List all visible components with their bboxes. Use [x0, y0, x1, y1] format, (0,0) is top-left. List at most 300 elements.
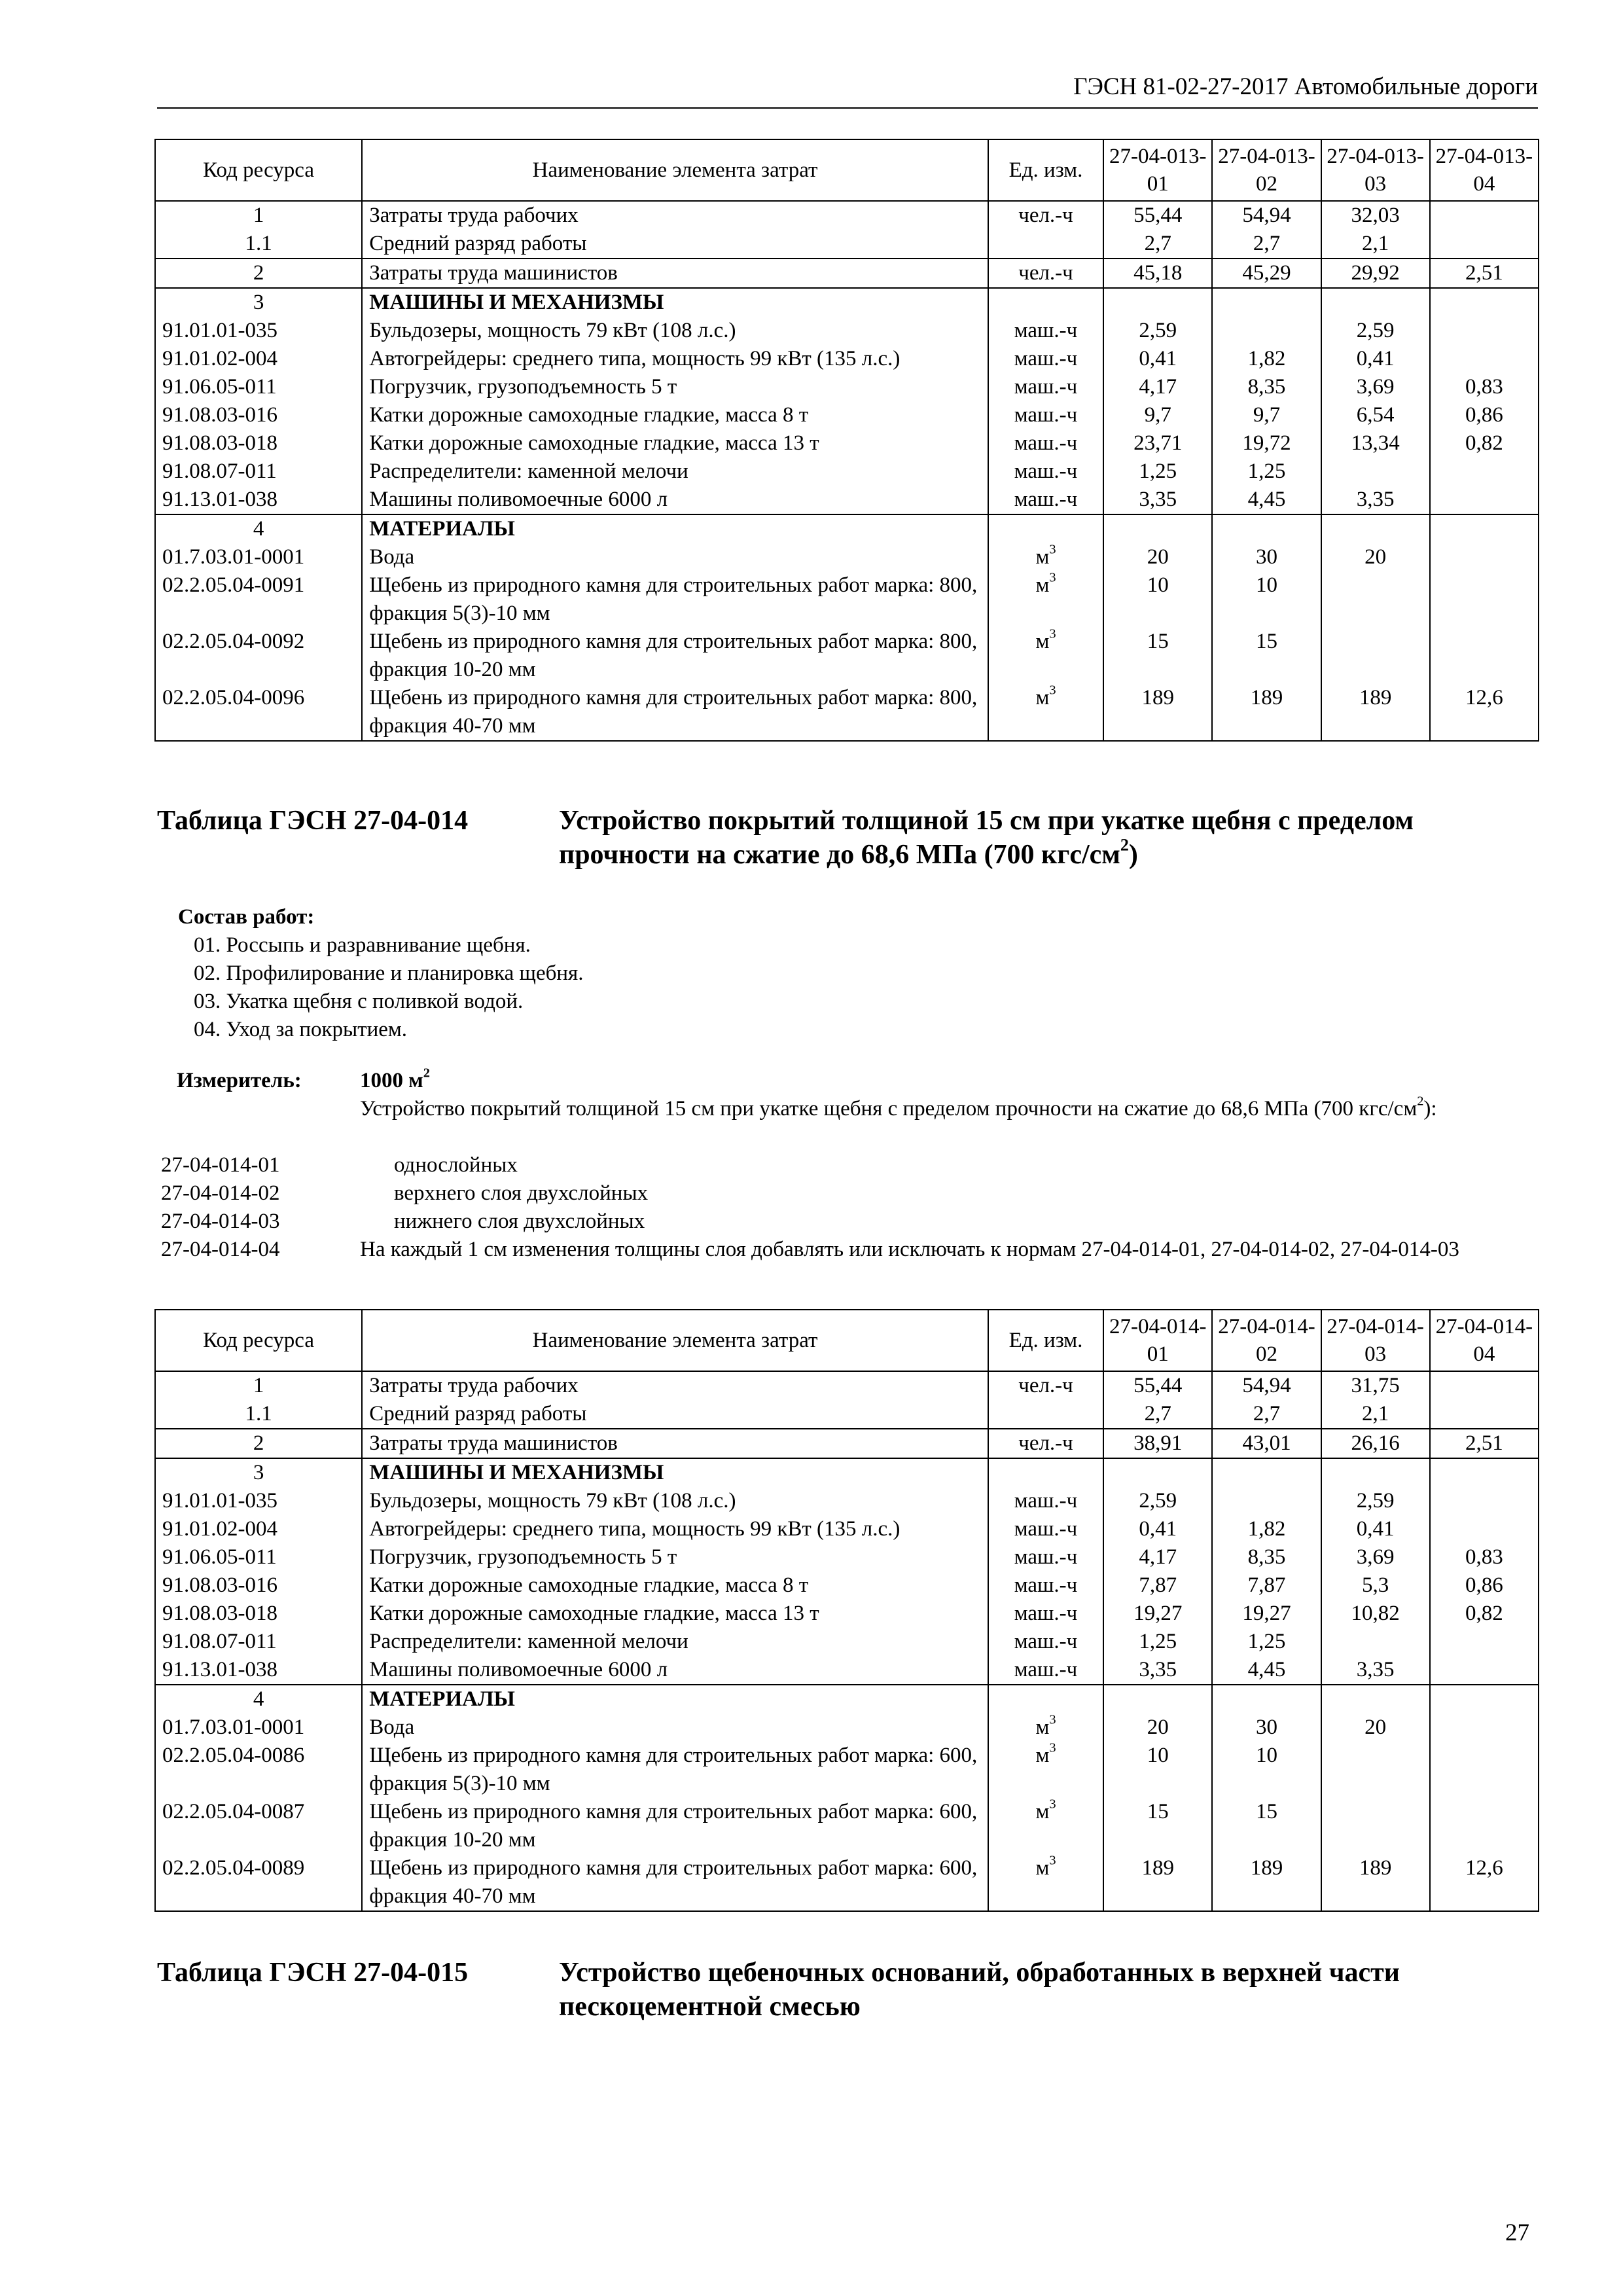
col-header-norm-4: 27-04-013-04 [1430, 139, 1539, 201]
unit-cubic-meter: $м^3$ [1035, 1712, 1056, 1739]
norm-value-cell [1321, 1628, 1430, 1656]
norm-value-cell: 9,7 [1103, 401, 1212, 429]
norm-value-cell [1103, 288, 1212, 317]
norm-item-text: нижнего слоя двухслойных [394, 1210, 645, 1233]
resource-code-cell: 02.2.05.04-0091 [155, 571, 362, 628]
norm-value-cell [1430, 230, 1539, 259]
table-row [155, 1458, 1539, 1487]
resource-name-cell: МАШИНЫ И МЕХАНИЗМЫ [362, 1458, 988, 1487]
norm-value-cell: 31,75 [1321, 1371, 1430, 1400]
unit-cubic-meter: $м^3$ [1035, 683, 1056, 709]
unit-cell: маш.-ч [988, 1656, 1103, 1685]
norm-value-cell: 45,18 [1103, 259, 1212, 288]
norm-value-cell: 45,29 [1212, 259, 1321, 288]
col-header-name: Наименование элемента затрат [362, 1310, 988, 1371]
resource-code-cell: 2 [155, 1429, 362, 1458]
table-row [155, 457, 1539, 486]
resource-code-cell: 4 [155, 1685, 362, 1713]
resource-name-cell: Распределители: каменной мелочи [362, 1628, 988, 1656]
table-row [155, 1628, 1539, 1656]
resource-name-cell: Затраты труда рабочих [362, 1371, 988, 1400]
table-row [155, 1429, 1539, 1458]
norm-value-cell [1103, 1458, 1212, 1487]
norm-value-cell [1430, 1400, 1539, 1429]
resource-code-cell: 01.7.03.01-0001 [155, 1713, 362, 1742]
norm-value-cell: 4,17 [1103, 373, 1212, 401]
norm-value-cell [1430, 1371, 1539, 1400]
unit-cell [988, 1400, 1103, 1429]
unit-cell [988, 628, 1103, 684]
norm-value-cell: 10,82 [1321, 1600, 1430, 1628]
table-row [155, 1656, 1539, 1685]
col-header-norm-4: 27-04-014-04 [1430, 1310, 1539, 1371]
resource-code-cell: 91.01.02-004 [155, 345, 362, 373]
norm-value-cell: 7,87 [1212, 1571, 1321, 1600]
table-row [155, 628, 1539, 684]
norm-value-cell: 20 [1103, 543, 1212, 571]
resource-name-cell: Погрузчик, грузоподъемность 5 т [362, 1543, 988, 1571]
norm-value-cell: 8,35 [1212, 373, 1321, 401]
table-row [155, 1543, 1539, 1571]
norm-value-cell [1321, 1685, 1430, 1713]
norm-value-cell [1103, 1685, 1212, 1713]
norm-value-cell: 20 [1103, 1713, 1212, 1742]
norm-value-cell: 54,94 [1212, 201, 1321, 230]
section-heading-27-04-014 [157, 804, 1531, 872]
resource-code-cell: 91.08.07-011 [155, 1628, 362, 1656]
norm-value-cell: 30 [1212, 1713, 1321, 1742]
norm-value-cell: 0,86 [1430, 401, 1539, 429]
resource-name-cell: Щебень из природного камня для строительных работ марка: 600, фракция 40-70 мм [362, 1854, 988, 1911]
norm-value-cell: 1,25 [1103, 457, 1212, 486]
unit-cell [988, 543, 1103, 571]
resource-code-cell: 02.2.05.04-0092 [155, 628, 362, 684]
resource-name-cell: Средний разряд работы [362, 1400, 988, 1429]
norm-value-cell: 3,35 [1321, 486, 1430, 514]
norm-value-cell [1430, 288, 1539, 317]
norm-value-cell: 0,41 [1103, 345, 1212, 373]
norm-value-cell [1321, 1798, 1430, 1854]
resource-name-cell: Средний разряд работы [362, 230, 988, 259]
resource-name-cell: Катки дорожные самоходные гладкие, масса 8 т [362, 401, 988, 429]
resource-code-cell: 91.08.03-016 [155, 401, 362, 429]
norm-value-cell: 15 [1103, 1798, 1212, 1854]
resource-code-cell: 02.2.05.04-0096 [155, 684, 362, 741]
unit-cell [988, 1854, 1103, 1911]
unit-cell: маш.-ч [988, 1571, 1103, 1600]
norm-value-cell [1321, 514, 1430, 543]
resource-code-cell: 1 [155, 1371, 362, 1400]
table-row [155, 1742, 1539, 1798]
table-row [155, 1685, 1539, 1713]
norm-value-cell [1430, 457, 1539, 486]
col-header-norm-2: 27-04-014-02 [1212, 1310, 1321, 1371]
section-title: Устройство покрытий толщиной 15 см при укатке щебня с пределом прочности на сжатие до 68,6 МПа (700 кгс/$см^2$) [559, 806, 1414, 870]
resource-name-cell: Погрузчик, грузоподъемность 5 т [362, 373, 988, 401]
norm-description: Устройство покрытий толщиной 15 см при укатке щебня с пределом прочности на сжатие до 68,6 МПа (700 кгс/$см^2$): [360, 1094, 1437, 1121]
resource-code-cell: 3 [155, 1458, 362, 1487]
norm-value-cell: 4,45 [1212, 486, 1321, 514]
norm-value-cell: 4,45 [1212, 1656, 1321, 1685]
norm-value-cell [1212, 1458, 1321, 1487]
norm-value-cell [1430, 317, 1539, 345]
table-row [155, 345, 1539, 373]
table-row [155, 1515, 1539, 1543]
norm-value-cell [1430, 1685, 1539, 1713]
section-label: Таблица ГЭСН 27-04-015 [157, 1958, 469, 1988]
running-header: ГЭСН 81-02-27-2017 Автомобильные дороги [157, 71, 1538, 109]
col-header-code: Код ресурса [155, 1310, 362, 1371]
works-heading: Состав работ: [178, 905, 315, 929]
resource-name-cell: Вода [362, 1713, 988, 1742]
norm-value-cell [1212, 317, 1321, 345]
norm-value-cell: 189 [1212, 1854, 1321, 1911]
norm-value-cell: 10 [1212, 571, 1321, 628]
section-label: Таблица ГЭСН 27-04-014 [157, 806, 469, 836]
col-header-norm-1: 27-04-014-01 [1103, 1310, 1212, 1371]
col-header-norm-3: 27-04-013-03 [1321, 139, 1430, 201]
table-row [155, 1487, 1539, 1515]
resource-code-cell: 2 [155, 259, 362, 288]
table-row [155, 543, 1539, 571]
table-row [155, 1371, 1539, 1400]
measure-label: Измеритель: [177, 1069, 302, 1092]
unit-cell: маш.-ч [988, 1543, 1103, 1571]
norm-value-cell: 12,6 [1430, 1854, 1539, 1911]
resource-name-cell: Щебень из природного камня для строительных работ марка: 800, фракция 5(3)-10 мм [362, 571, 988, 628]
norm-value-cell [1430, 1742, 1539, 1798]
norm-value-cell: 6,54 [1321, 401, 1430, 429]
norm-value-cell: 8,35 [1212, 1543, 1321, 1571]
resource-code-cell: 1.1 [155, 1400, 362, 1429]
norm-value-cell: 3,35 [1321, 1656, 1430, 1685]
norm-value-cell: 15 [1212, 1798, 1321, 1854]
resource-name-cell: Щебень из природного камня для строительных работ марка: 800, фракция 40-70 мм [362, 684, 988, 741]
norm-value-cell: 189 [1103, 1854, 1212, 1911]
norm-value-cell [1430, 1713, 1539, 1742]
norm-item-code: 27-04-014-01 [161, 1153, 280, 1177]
resource-code-cell: 02.2.05.04-0087 [155, 1798, 362, 1854]
unit-cell: маш.-ч [988, 1515, 1103, 1543]
resource-name-cell: МАШИНЫ И МЕХАНИЗМЫ [362, 288, 988, 317]
resource-name-cell: МАТЕРИАЛЫ [362, 514, 988, 543]
norm-value-cell: 19,72 [1212, 429, 1321, 457]
norm-value-cell: 2,51 [1430, 259, 1539, 288]
table-row [155, 1400, 1539, 1429]
norm-value-cell: 2,59 [1321, 317, 1430, 345]
norm-value-cell: 7,87 [1103, 1571, 1212, 1600]
table-row [155, 373, 1539, 401]
norm-value-cell: 5,3 [1321, 1571, 1430, 1600]
resource-name-cell: Распределители: каменной мелочи [362, 457, 988, 486]
norm-value-cell: 3,69 [1321, 373, 1430, 401]
resource-code-cell: 01.7.03.01-0001 [155, 543, 362, 571]
norm-value-cell [1430, 486, 1539, 514]
table-row [155, 1854, 1539, 1911]
table-row [155, 1798, 1539, 1854]
norm-value-cell [1430, 1487, 1539, 1515]
table-row [155, 429, 1539, 457]
norm-value-cell: 19,27 [1212, 1600, 1321, 1628]
norm-value-cell [1430, 628, 1539, 684]
resource-code-cell: 91.06.05-011 [155, 373, 362, 401]
measure-value: 1000 $м^2$ [360, 1066, 430, 1092]
resource-code-cell: 91.01.01-035 [155, 1487, 362, 1515]
unit-cell: маш.-ч [988, 317, 1103, 345]
table-row [155, 1713, 1539, 1742]
norm-value-cell [1430, 1515, 1539, 1543]
norm-value-cell: 2,59 [1103, 1487, 1212, 1515]
norm-item-code: 27-04-014-03 [161, 1210, 280, 1233]
norm-value-cell: 55,44 [1103, 1371, 1212, 1400]
norm-value-cell: 1,82 [1212, 345, 1321, 373]
norm-value-cell: 0,83 [1430, 1543, 1539, 1571]
unit-cell: маш.-ч [988, 345, 1103, 373]
norm-value-cell: 2,1 [1321, 1400, 1430, 1429]
unit-cubic-meter: $м^3$ [1035, 1797, 1056, 1823]
norm-value-cell: 0,83 [1430, 373, 1539, 401]
norm-item-text: верхнего слоя двухслойных [394, 1181, 649, 1205]
resource-code-cell: 1 [155, 201, 362, 230]
resource-code-cell: 91.01.02-004 [155, 1515, 362, 1543]
unit-cell: маш.-ч [988, 401, 1103, 429]
work-item: 02. Профилирование и планировка щебня. [194, 961, 584, 985]
norm-value-cell: 4,17 [1103, 1543, 1212, 1571]
resource-name-cell: Затраты труда машинистов [362, 259, 988, 288]
resource-name-cell: Машины поливомоечные 6000 л [362, 1656, 988, 1685]
unit-cell: чел.-ч [988, 259, 1103, 288]
resource-name-cell: Затраты труда машинистов [362, 1429, 988, 1458]
table-row [155, 1600, 1539, 1628]
norm-value-cell [1321, 1458, 1430, 1487]
table-row [155, 230, 1539, 259]
resource-name-cell: Автогрейдеры: среднего типа, мощность 99 кВт (135 л.с.) [362, 1515, 988, 1543]
resource-code-cell: 02.2.05.04-0089 [155, 1854, 362, 1911]
resource-name-cell: Щебень из природного камня для строительных работ марка: 600, фракция 5(3)-10 мм [362, 1742, 988, 1798]
norm-value-cell: 13,34 [1321, 429, 1430, 457]
norm-value-cell [1430, 345, 1539, 373]
col-header-unit: Ед. изм. [988, 1310, 1103, 1371]
norm-value-cell: 43,01 [1212, 1429, 1321, 1458]
unit-cell: маш.-ч [988, 429, 1103, 457]
col-header-norm-3: 27-04-014-03 [1321, 1310, 1430, 1371]
norm-value-cell: 20 [1321, 543, 1430, 571]
unit-cell [988, 1713, 1103, 1742]
unit-cell [988, 1685, 1103, 1713]
norm-value-cell: 10 [1103, 1742, 1212, 1798]
unit-cell [988, 1798, 1103, 1854]
norm-value-cell: 189 [1212, 684, 1321, 741]
norm-item-text: однослойных [394, 1153, 518, 1177]
norm-value-cell: 2,1 [1321, 230, 1430, 259]
norm-value-cell: 189 [1321, 684, 1430, 741]
table-body [155, 1371, 1539, 1911]
unit-cell [988, 1742, 1103, 1798]
norm-value-cell: 1,82 [1212, 1515, 1321, 1543]
resource-name-cell: Бульдозеры, мощность 79 кВт (108 л.с.) [362, 317, 988, 345]
resource-code-cell: 4 [155, 514, 362, 543]
norm-value-cell: 30 [1212, 543, 1321, 571]
resource-code-cell: 91.08.03-018 [155, 1600, 362, 1628]
table-row [155, 571, 1539, 628]
norm-value-cell: 9,7 [1212, 401, 1321, 429]
norm-value-cell: 0,82 [1430, 1600, 1539, 1628]
unit-cubic-meter: $м^3$ [1035, 626, 1056, 653]
norm-value-cell: 2,7 [1212, 1400, 1321, 1429]
norm-value-cell: 15 [1212, 628, 1321, 684]
norm-value-cell: 1,25 [1103, 1628, 1212, 1656]
norm-value-cell [1212, 1487, 1321, 1515]
section-title: Устройство щебеночных оснований, обработанных в верхней части пескоцементной смесью [559, 1958, 1400, 2022]
table-row [155, 514, 1539, 543]
resource-table-27-04-014 [154, 1309, 1539, 1912]
page-number: 27 [1505, 2219, 1529, 2246]
section-heading-27-04-015 [157, 1956, 1531, 2024]
norm-value-cell: 2,7 [1103, 230, 1212, 259]
norm-item-code: 27-04-014-02 [161, 1181, 280, 1205]
norm-value-cell [1430, 571, 1539, 628]
norm-value-cell: 0,86 [1430, 1571, 1539, 1600]
norm-value-cell: 1,25 [1212, 457, 1321, 486]
resource-code-cell: 91.13.01-038 [155, 1656, 362, 1685]
unit-cell: маш.-ч [988, 1487, 1103, 1515]
norm-value-cell [1430, 1628, 1539, 1656]
norm-value-cell [1430, 1798, 1539, 1854]
norm-value-cell: 15 [1103, 628, 1212, 684]
unit-cubic-meter: $м^3$ [1035, 570, 1056, 597]
unit-cubic-meter: $м^3$ [1035, 542, 1056, 569]
norm-value-cell [1430, 1656, 1539, 1685]
norm-value-cell: 23,71 [1103, 429, 1212, 457]
norm-value-cell [1321, 571, 1430, 628]
resource-name-cell: Вода [362, 543, 988, 571]
norm-value-cell: 2,7 [1212, 230, 1321, 259]
norm-value-cell [1321, 628, 1430, 684]
norm-value-cell: 2,7 [1103, 1400, 1212, 1429]
resource-name-cell: Щебень из природного камня для строительных работ марка: 800, фракция 10-20 мм [362, 628, 988, 684]
resource-name-cell: Бульдозеры, мощность 79 кВт (108 л.с.) [362, 1487, 988, 1515]
table-body [155, 201, 1539, 741]
resource-code-cell: 3 [155, 288, 362, 317]
norm-value-cell: 0,82 [1430, 429, 1539, 457]
unit-cubic-meter: $м^3$ [1035, 1853, 1056, 1880]
unit-cell: маш.-ч [988, 373, 1103, 401]
col-header-norm-2: 27-04-013-02 [1212, 139, 1321, 201]
col-header-unit: Ед. изм. [988, 139, 1103, 201]
resource-name-cell: Катки дорожные самоходные гладкие, масса 13 т [362, 1600, 988, 1628]
unit-cell [988, 571, 1103, 628]
norm-value-cell [1321, 1742, 1430, 1798]
norm-value-cell: 189 [1103, 684, 1212, 741]
unit-cubic-meter: $м^3$ [1035, 1740, 1056, 1767]
resource-name-cell: Машины поливомоечные 6000 л [362, 486, 988, 514]
norm-value-cell [1212, 514, 1321, 543]
norm-value-cell: 3,35 [1103, 1656, 1212, 1685]
norm-value-cell: 10 [1212, 1742, 1321, 1798]
norm-value-cell: 0,41 [1103, 1515, 1212, 1543]
norm-value-cell: 3,35 [1103, 486, 1212, 514]
table-row [155, 201, 1539, 230]
unit-cell: чел.-ч [988, 1371, 1103, 1400]
work-item: 04. Уход за покрытием. [194, 1018, 408, 1041]
norm-value-cell: 12,6 [1430, 684, 1539, 741]
unit-cell [988, 1458, 1103, 1487]
resource-code-cell: 91.08.03-016 [155, 1571, 362, 1600]
unit-cell [988, 684, 1103, 741]
resource-name-cell: Затраты труда рабочих [362, 201, 988, 230]
norm-value-cell: 189 [1321, 1854, 1430, 1911]
resource-code-cell: 91.08.03-018 [155, 429, 362, 457]
norm-value-cell: 2,51 [1430, 1429, 1539, 1458]
norm-value-cell [1430, 1458, 1539, 1487]
table-row [155, 288, 1539, 317]
norm-value-cell: 32,03 [1321, 201, 1430, 230]
norm-value-cell: 0,41 [1321, 1515, 1430, 1543]
resource-code-cell: 91.13.01-038 [155, 486, 362, 514]
work-item: 01. Россыпь и разравнивание щебня. [194, 933, 531, 957]
col-header-name: Наименование элемента затрат [362, 139, 988, 201]
norm-value-cell: 0,41 [1321, 345, 1430, 373]
norm-value-cell: 19,27 [1103, 1600, 1212, 1628]
table-row [155, 259, 1539, 288]
table-row [155, 684, 1539, 741]
table-row [155, 317, 1539, 345]
norm-value-cell: 54,94 [1212, 1371, 1321, 1400]
resource-name-cell: Автогрейдеры: среднего типа, мощность 99 кВт (135 л.с.) [362, 345, 988, 373]
norm-value-cell [1430, 201, 1539, 230]
resource-code-cell: 02.2.05.04-0086 [155, 1742, 362, 1798]
norm-value-cell: 38,91 [1103, 1429, 1212, 1458]
unit-cell [988, 288, 1103, 317]
resource-name-cell: Катки дорожные самоходные гладкие, масса 8 т [362, 1571, 988, 1600]
norm-value-cell: 20 [1321, 1713, 1430, 1742]
resource-table-27-04-013 [154, 139, 1539, 742]
unit-cell: маш.-ч [988, 486, 1103, 514]
norm-value-cell [1430, 514, 1539, 543]
resource-code-cell: 91.08.07-011 [155, 457, 362, 486]
norm-item-code: 27-04-014-04 [161, 1238, 280, 1261]
resource-code-cell: 91.01.01-035 [155, 317, 362, 345]
norm-value-cell: 26,16 [1321, 1429, 1430, 1458]
unit-cell: маш.-ч [988, 1628, 1103, 1656]
work-item: 03. Укатка щебня с поливкой водой. [194, 990, 524, 1013]
unit-cell: чел.-ч [988, 1429, 1103, 1458]
norm-value-cell: 1,25 [1212, 1628, 1321, 1656]
norm-value-cell [1103, 514, 1212, 543]
resource-name-cell: Катки дорожные самоходные гладкие, масса 13 т [362, 429, 988, 457]
table-row [155, 486, 1539, 514]
unit-cell [988, 230, 1103, 259]
norm-item-text: На каждый 1 см изменения толщины слоя добавлять или исключать к нормам 27-04-014-01, 27-04-014-02, 27-04-014-03 [360, 1238, 1459, 1261]
col-header-code: Код ресурса [155, 139, 362, 201]
norm-value-cell: 2,59 [1321, 1487, 1430, 1515]
norm-value-cell [1430, 543, 1539, 571]
resource-name-cell: Щебень из природного камня для строительных работ марка: 600, фракция 10-20 мм [362, 1798, 988, 1854]
norm-value-cell [1321, 457, 1430, 486]
resource-code-cell: 91.06.05-011 [155, 1543, 362, 1571]
table-row [155, 401, 1539, 429]
norm-value-cell: 10 [1103, 571, 1212, 628]
unit-cell: маш.-ч [988, 1600, 1103, 1628]
norm-value-cell [1321, 288, 1430, 317]
norm-value-cell [1212, 288, 1321, 317]
unit-cell: чел.-ч [988, 201, 1103, 230]
unit-cell [988, 514, 1103, 543]
works-composition [178, 903, 1356, 1044]
norm-value-cell: 29,92 [1321, 259, 1430, 288]
unit-cell: маш.-ч [988, 457, 1103, 486]
resource-code-cell: 1.1 [155, 230, 362, 259]
